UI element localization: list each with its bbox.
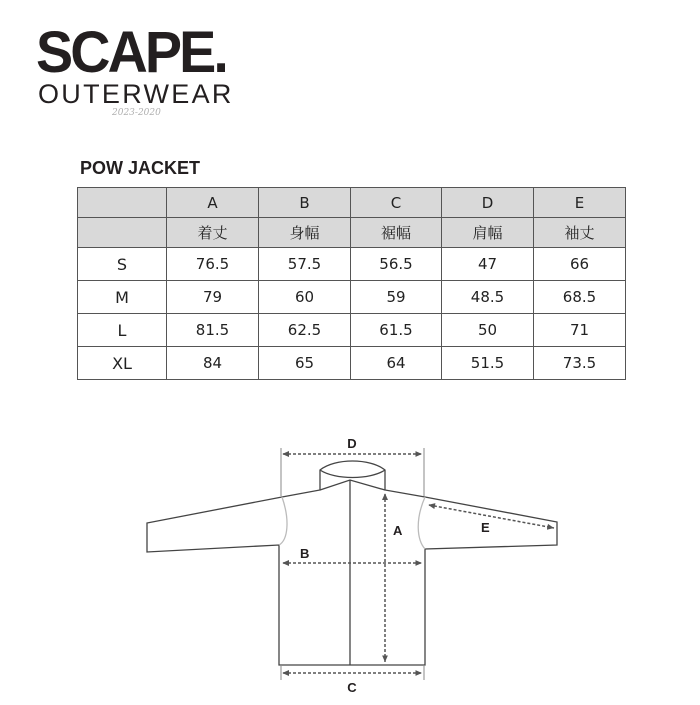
measure-line-e [429, 505, 554, 528]
table-cell: 84 [167, 347, 259, 380]
header-corner-cell [78, 218, 167, 248]
header-measure-shoulder-width: 肩幅 [442, 218, 534, 248]
table-cell: 59 [351, 281, 442, 314]
table-cell: 73.5 [534, 347, 626, 380]
header-measure-hem-width: 裾幅 [351, 218, 442, 248]
table-row [78, 248, 626, 281]
table-cell: 81.5 [167, 314, 259, 347]
header-corner-cell [78, 188, 167, 218]
table-cell: 61.5 [351, 314, 442, 347]
header-letters-row [78, 188, 626, 218]
brand-subtitle: OUTERWEAR [38, 79, 234, 109]
table-cell: 71 [534, 314, 626, 347]
table-cell: 50 [442, 314, 534, 347]
brand-logo [36, 20, 266, 118]
jacket-measurement-diagram [0, 425, 700, 700]
label-b: B [300, 546, 310, 561]
header-letter-e: E [534, 188, 626, 218]
header-measure-body-width: 身幅 [259, 218, 351, 248]
jacket-outline [147, 461, 557, 665]
label-e: E [481, 520, 490, 535]
size-label: XL [78, 347, 167, 380]
table-cell: 51.5 [442, 347, 534, 380]
label-d: D [347, 436, 357, 451]
table-cell: 64 [351, 347, 442, 380]
table-row [78, 281, 626, 314]
header-letter-c: C [351, 188, 442, 218]
table-cell: 62.5 [259, 314, 351, 347]
size-label: L [78, 314, 167, 347]
table-cell: 66 [534, 248, 626, 281]
table-cell: 79 [167, 281, 259, 314]
size-chart-table [77, 187, 626, 380]
table-cell: 68.5 [534, 281, 626, 314]
header-measure-length: 着丈 [167, 218, 259, 248]
header-measure-sleeve-length: 袖丈 [534, 218, 626, 248]
size-label: S [78, 248, 167, 281]
header-measures-row [78, 218, 626, 248]
header-letter-b: B [259, 188, 351, 218]
table-row [78, 314, 626, 347]
table-cell: 48.5 [442, 281, 534, 314]
label-c: C [347, 680, 357, 695]
table-cell: 56.5 [351, 248, 442, 281]
header-letter-a: A [167, 188, 259, 218]
header-letter-d: D [442, 188, 534, 218]
label-a: A [393, 523, 403, 538]
table-cell: 47 [442, 248, 534, 281]
size-label: M [78, 281, 167, 314]
table-cell: 57.5 [259, 248, 351, 281]
table-cell: 76.5 [167, 248, 259, 281]
product-title: POW JACKET [80, 158, 201, 178]
table-row [78, 347, 626, 380]
table-cell: 65 [259, 347, 351, 380]
table-cell: 60 [259, 281, 351, 314]
brand-name: SCAPE. [36, 20, 227, 85]
brand-year: 2023-2020 [112, 108, 161, 118]
